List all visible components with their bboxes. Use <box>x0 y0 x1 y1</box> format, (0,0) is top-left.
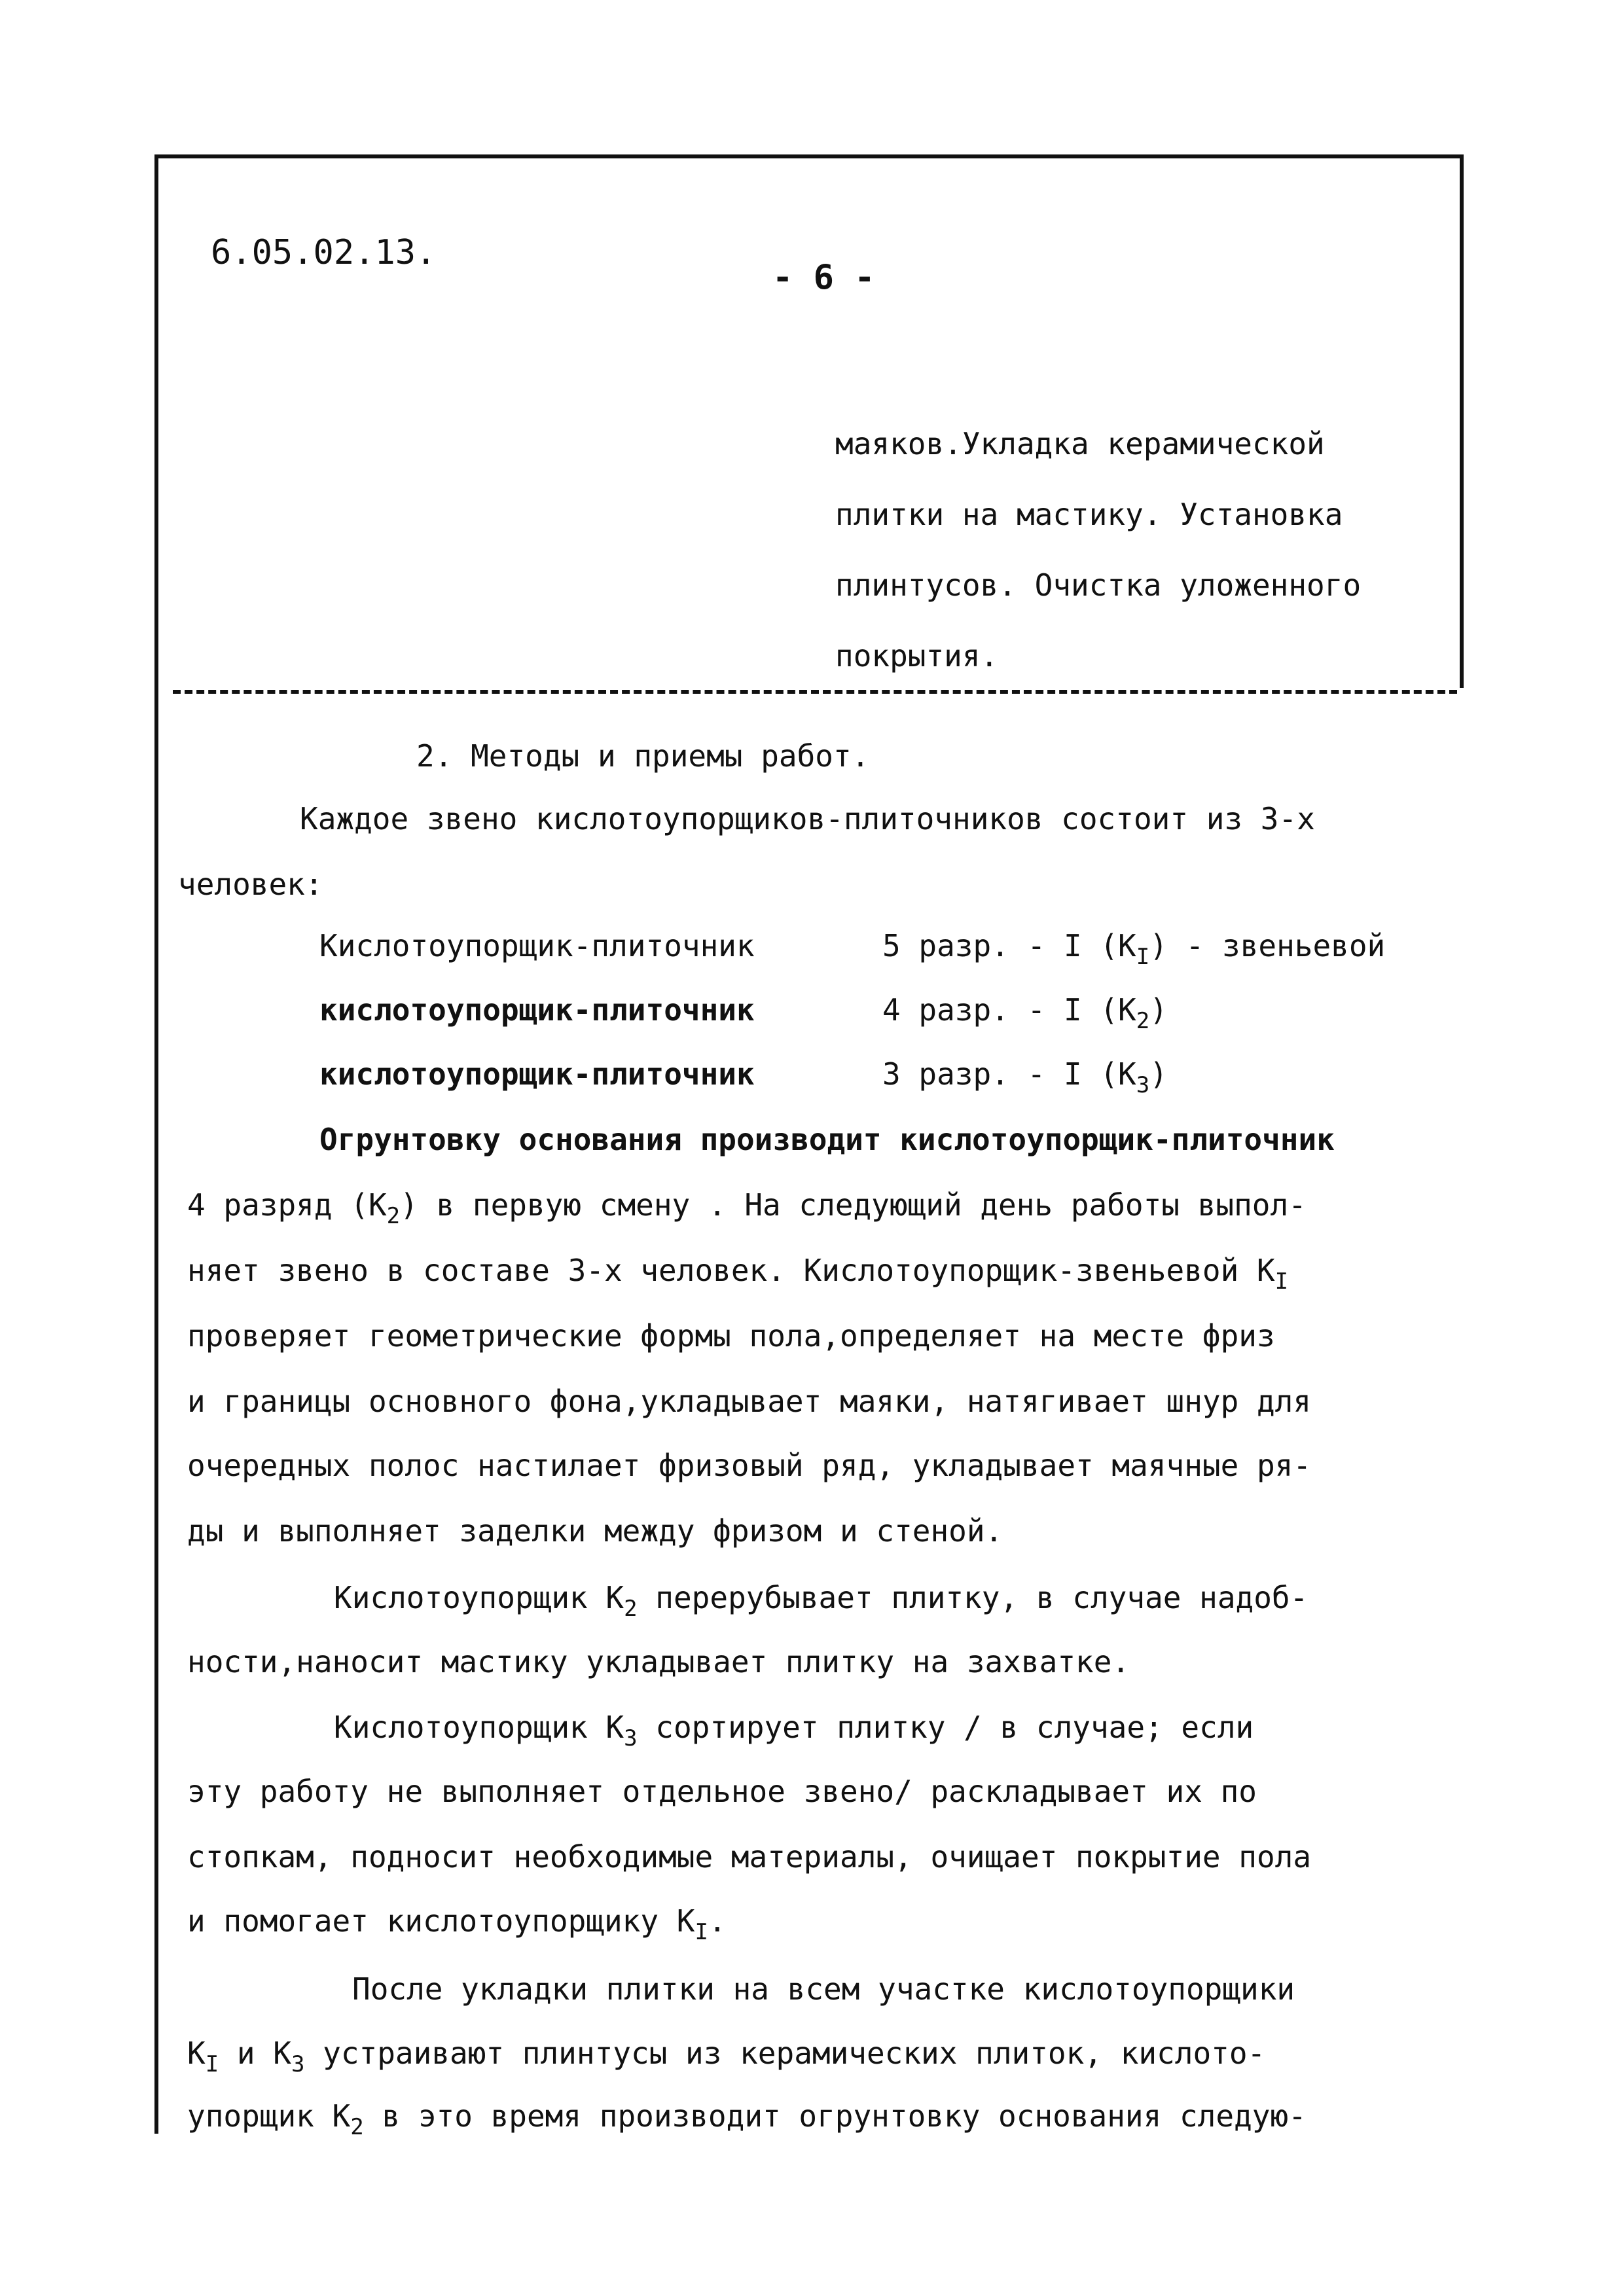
paragraph-line: стопкам, подносит необходимые материалы, очищает покрытие пола <box>187 1839 1312 1874</box>
paragraph-line: няет звено в составе 3-х человек. Кислотоупорщик-звеньевой $К_I$ <box>187 1253 1289 1295</box>
frame-left-border <box>154 154 158 2134</box>
table-separator-line <box>173 690 1457 694</box>
frame-top-border <box>154 154 1464 158</box>
paragraph-line: и помогает кислотоупорщику $К_I$. <box>187 1903 727 1945</box>
crew-rank: 5 разр. - I $(К_I)$ - звеньевой <box>882 928 1386 970</box>
crew-role: кислотоупорщик-плиточник <box>319 992 755 1028</box>
paragraph-line: $К_I$ и $К_3$ устраивают плинтусы из керамических плиток, кислото- <box>187 2036 1266 2077</box>
paragraph-line: и границы основного фона,укладывает маяки, натягивает шнур для <box>187 1384 1312 1419</box>
top-cell-line: плинтусов. Очистка уложенного <box>835 567 1362 603</box>
paragraph-line: 4 разряд $(К_2)$ в первую смену . На следующий день работы выпол- <box>187 1187 1307 1229</box>
paragraph-line: После укладки плитки на всем участке кислотоупорщики <box>352 1971 1295 2007</box>
top-cell-line: маяков.Укладка керамической <box>835 426 1325 461</box>
top-cell-line: покрытия. <box>835 638 999 673</box>
paragraph-line: упорщик $К_2$ в это время производит огрунтовку основания следую- <box>187 2098 1307 2140</box>
document-code: 6.05.02.13. <box>211 233 437 272</box>
intro-line: Каждое звено кислотоупорщиков-плиточников состоит из 3-х <box>300 801 1315 836</box>
frame-right-border <box>1460 154 1464 688</box>
paragraph-line: Кислотоупорщик $К_2$ перерубывает плитку, в случае надоб- <box>334 1580 1308 1622</box>
page-number: - 6 - <box>772 258 875 297</box>
paragraph-line: ности,наносит мастику укладывает плитку на захватке. <box>187 1644 1130 1679</box>
top-cell-line: плитки на мастику. Установка <box>835 497 1343 532</box>
crew-role: кислотоупорщик-плиточник <box>319 1056 755 1092</box>
paragraph-line: ды и выполняет заделки между фризом и стеной. <box>187 1513 1003 1549</box>
paragraph-line: проверяет геометрические формы пола,определяет на месте фриз <box>187 1318 1275 1354</box>
paragraph-line: Огрунтовку основания производит кислотоупорщик-плиточник <box>319 1122 1335 1157</box>
crew-role: Кислотоупорщик-плиточник <box>319 928 755 963</box>
paragraph-line: эту работу не выполняет отдельное звено/ раскладывает их по <box>187 1774 1257 1809</box>
paragraph-line: Кислотоупорщик $К_3$ сортирует плитку / в случае; если <box>334 1710 1254 1751</box>
crew-rank: 3 разр. - I $(К_3)$ <box>882 1056 1168 1098</box>
section-title: 2. Методы и приемы работ. <box>416 738 870 774</box>
paragraph-line: очередных полос настилает фризовый ряд, укладывает маячные ря- <box>187 1448 1312 1483</box>
intro-line: человек: <box>178 867 323 902</box>
crew-rank: 4 разр. - I $(К_2)$ <box>882 992 1168 1034</box>
